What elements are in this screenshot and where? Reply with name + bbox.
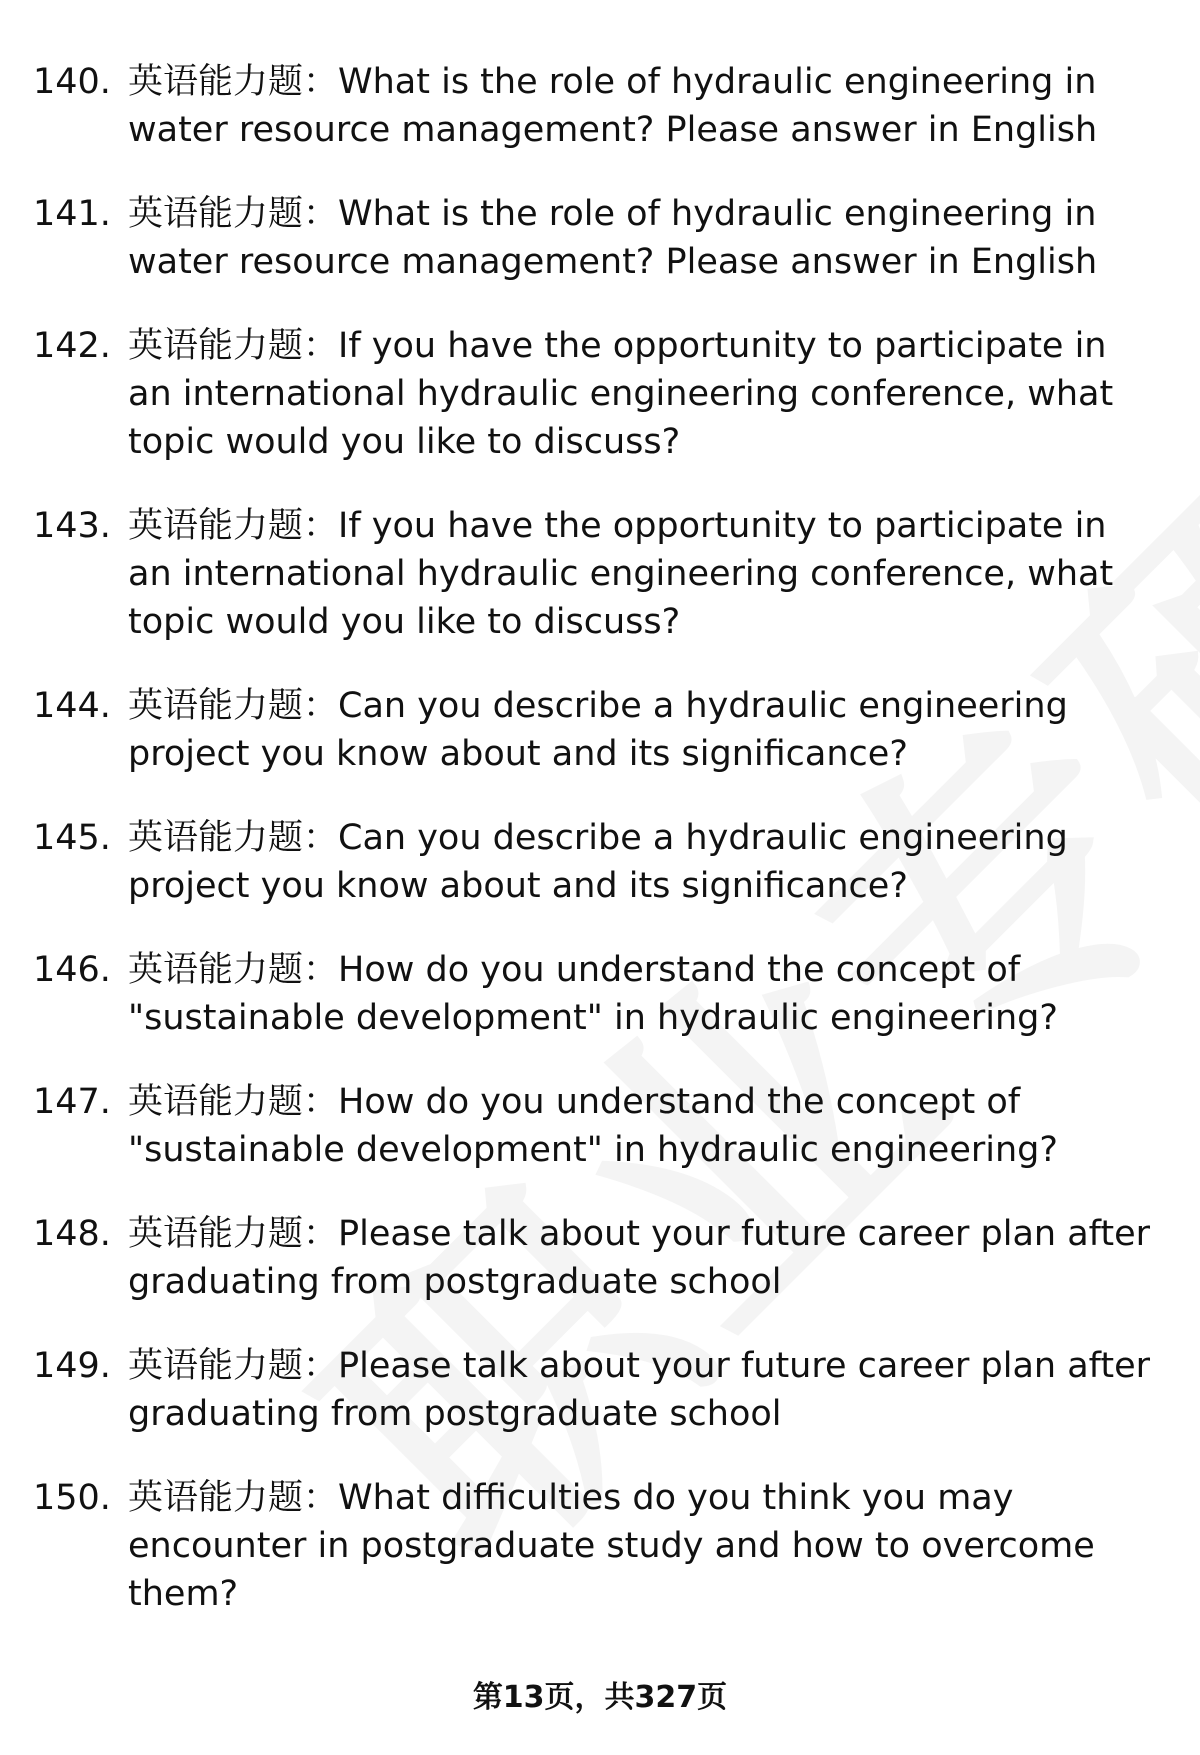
question-list — [0, 58, 1200, 1654]
question-number: 150. — [33, 1478, 111, 1518]
question-text: What is the role of hydraulic engineering in water resource management? Please answer in English — [128, 194, 1098, 282]
question-number: 146. — [33, 950, 111, 990]
question-number: 148. — [33, 1214, 111, 1254]
question-prefix: 英语能力题： — [128, 686, 339, 726]
question-number: 140. — [33, 62, 111, 102]
question-item — [0, 1342, 1200, 1438]
question-number: 147. — [33, 1082, 111, 1122]
page-footer — [0, 1672, 1200, 1716]
question-prefix: 英语能力题： — [128, 1214, 339, 1254]
question-text: Please talk about your future career plan after graduating from postgraduate school — [128, 1346, 1151, 1434]
question-number: 145. — [33, 818, 111, 858]
question-item — [0, 1474, 1200, 1618]
question-item — [0, 502, 1200, 646]
question-number: 141. — [33, 194, 111, 234]
question-text: What is the role of hydraulic engineering in water resource management? Please answer in English — [128, 62, 1098, 150]
question-text: How do you understand the concept of "sustainable development" in hydraulic engineering? — [128, 950, 1058, 1038]
question-number: 144. — [33, 686, 111, 726]
question-prefix: 英语能力题： — [128, 1478, 339, 1518]
question-prefix: 英语能力题： — [128, 506, 339, 546]
question-item — [0, 682, 1200, 778]
question-text: Can you describe a hydraulic engineering project you know about and its significance? — [128, 686, 1068, 774]
question-item — [0, 1078, 1200, 1174]
page-number-label: 第13页，共327页 — [472, 1680, 728, 1715]
question-text: If you have the opportunity to participate in an international hydraulic engineering conference, what topic would you like to discuss? — [128, 506, 1114, 642]
question-text: Can you describe a hydraulic engineering project you know about and its significance? — [128, 818, 1068, 906]
question-text: How do you understand the concept of "sustainable development" in hydraulic engineering? — [128, 1082, 1058, 1170]
question-text: If you have the opportunity to participate in an international hydraulic engineering conference, what topic would you like to discuss? — [128, 326, 1114, 462]
question-number: 143. — [33, 506, 111, 546]
question-prefix: 英语能力题： — [128, 62, 339, 102]
question-item — [0, 58, 1200, 154]
question-text: Please talk about your future career plan after graduating from postgraduate school — [128, 1214, 1151, 1302]
question-item — [0, 322, 1200, 466]
question-prefix: 英语能力题： — [128, 818, 339, 858]
question-prefix: 英语能力题： — [128, 326, 339, 366]
question-prefix: 英语能力题： — [128, 1082, 339, 1122]
question-item — [0, 190, 1200, 286]
question-item — [0, 946, 1200, 1042]
question-prefix: 英语能力题： — [128, 950, 339, 990]
question-text: What difficulties do you think you may encounter in postgraduate study and how to overcome them? — [128, 1478, 1095, 1614]
question-number: 149. — [33, 1346, 111, 1386]
question-number: 142. — [33, 326, 111, 366]
question-item — [0, 1210, 1200, 1306]
question-prefix: 英语能力题： — [128, 194, 339, 234]
question-item — [0, 814, 1200, 910]
question-prefix: 英语能力题： — [128, 1346, 339, 1386]
